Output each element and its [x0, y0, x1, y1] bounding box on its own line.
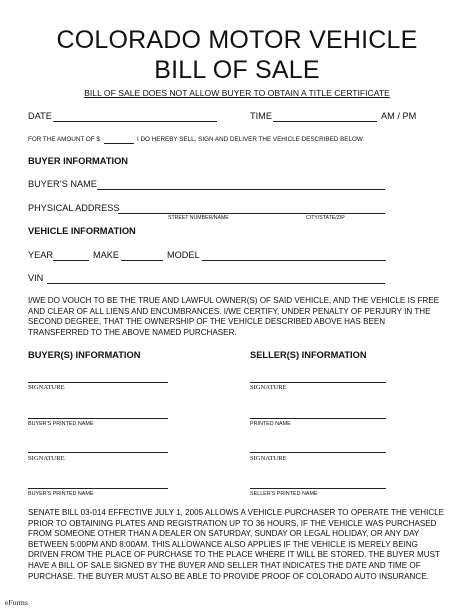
date-field[interactable] [53, 121, 217, 122]
vin-field[interactable] [47, 283, 385, 284]
buyer-info-heading: BUYER INFORMATION [28, 156, 129, 166]
buyers-name-field[interactable] [97, 189, 385, 190]
make-field[interactable] [121, 260, 163, 261]
vehicle-info-heading: VEHICLE INFORMATION [28, 226, 136, 236]
vin-label: VIN [28, 273, 44, 283]
buyer-signature-field-2[interactable] [28, 452, 168, 453]
physical-address-label: PHYSICAL ADDRESS [28, 203, 120, 213]
title-notice: BILL OF SALE DOES NOT ALLOW BUYER TO OBTAIN A TITLE CERTIFICATE [84, 88, 390, 98]
seller-printed-name-field-1[interactable] [250, 418, 386, 419]
year-label: YEAR [28, 250, 54, 260]
year-field[interactable] [53, 260, 89, 261]
seller-signature-field-1[interactable] [250, 382, 386, 383]
buyers-name-label: BUYER’S NAME [28, 179, 97, 189]
amount-suffix: I DO HEREBY SELL, SIGN AND DELIVER THE VEHICLE DESCRIBED BELOW. [137, 136, 365, 143]
seller-signature-label-1: SIGNATURE [250, 384, 287, 391]
vouch-paragraph: I/WE DO VOUCH TO BE THE TRUE AND LAWFUL OWNER(S) OF SAID VEHICLE, AND THE VEHICLE IS FREE AND CLEAR OF ALL LIENS AND ENCUMBRANCES. I/WE CERTIFY, UNDER PENALTY OF PERJURY IN THE SECOND DEGREE, THAT THE OWNERSHIP OF THE VEHICLE DESCRIBED ABOVE HAS BEEN TRANSFERRED TO THE ABOVE NAMED PURCHASER. [28, 296, 440, 337]
city-caption: CITY/STATE/ZIP [306, 215, 345, 221]
amount-field[interactable] [104, 143, 134, 144]
time-label: TIME [250, 111, 272, 121]
buyer-printed-name-field-1[interactable] [28, 418, 168, 419]
seller-signature-label-2: SIGNATURE [250, 455, 287, 462]
seller-printed-name-field-2[interactable] [250, 488, 386, 489]
date-label: DATE [28, 111, 52, 121]
am-pm-label: AM / PM [381, 111, 417, 121]
model-label: MODEL [167, 250, 200, 260]
seller-printed-name-label-1: PRINTED NAME [250, 421, 291, 427]
buyer-signature-label-1: SIGNATURE [28, 384, 65, 391]
seller-signature-field-2[interactable] [250, 452, 386, 453]
buyers-heading: BUYER(S) INFORMATION [28, 350, 141, 360]
buyer-printed-name-label-1: BUYER'S PRINTED NAME [28, 421, 94, 427]
make-label: MAKE [93, 250, 120, 260]
eforms-brand: eForms [5, 598, 28, 607]
buyer-signature-label-2: SIGNATURE [28, 455, 65, 462]
senate-bill-paragraph: SENATE BILL 03-014 EFFECTIVE JULY 1, 2005 ALLOWS A VEHICLE PURCHASER TO OPERATE THE VEHICLE PRIOR TO OBTAINING PLATES AND REGISTRATION UP TO 36 HOURS, IF THE VEHICLE WAS PURCHASED FROM SOMEONE OTHER THAN A DEALER ON SATURDAY, SUNDAY OR LEGAL HOLIDAY, OR ANY DAY BETWEEN 5:00PM AND 8:00AM. THIS ALLOWANCE ALSO APPLIES IF THE VEHICLE IS MERELY BEING DRIVEN FROM THE PLACE OF PURCHASE TO THE PLACE WHERE IT WILL BE STORED. THE BUYER MUST HAVE A BILL OF SALE SIGNED BY THE BUYER AND SELLER THAT INDICATES THE DATE AND TIME OF PURCHASE. THE BUYER MUST ALSO BE ABLE TO PROVIDE PROOF OF COLORADO AUTO INSURANCE. [28, 508, 445, 581]
physical-address-field[interactable] [118, 213, 385, 214]
buyer-signature-field-1[interactable] [28, 382, 168, 383]
model-field[interactable] [202, 260, 386, 261]
buyer-printed-name-field-2[interactable] [28, 488, 168, 489]
title-line-2: BILL OF SALE [154, 56, 320, 84]
street-caption: STREET NUMBER/NAME [168, 215, 229, 221]
time-field[interactable] [273, 121, 377, 122]
sellers-heading: SELLER(S) INFORMATION [250, 350, 367, 360]
amount-prefix: FOR THE AMOUNT OF $ [28, 136, 100, 143]
title-line-1: COLORADO MOTOR VEHICLE [56, 26, 418, 54]
seller-printed-name-label-2: SELLER'S PRINTED NAME [250, 491, 318, 497]
buyer-printed-name-label-2: BUYER'S PRINTED NAME [28, 491, 94, 497]
